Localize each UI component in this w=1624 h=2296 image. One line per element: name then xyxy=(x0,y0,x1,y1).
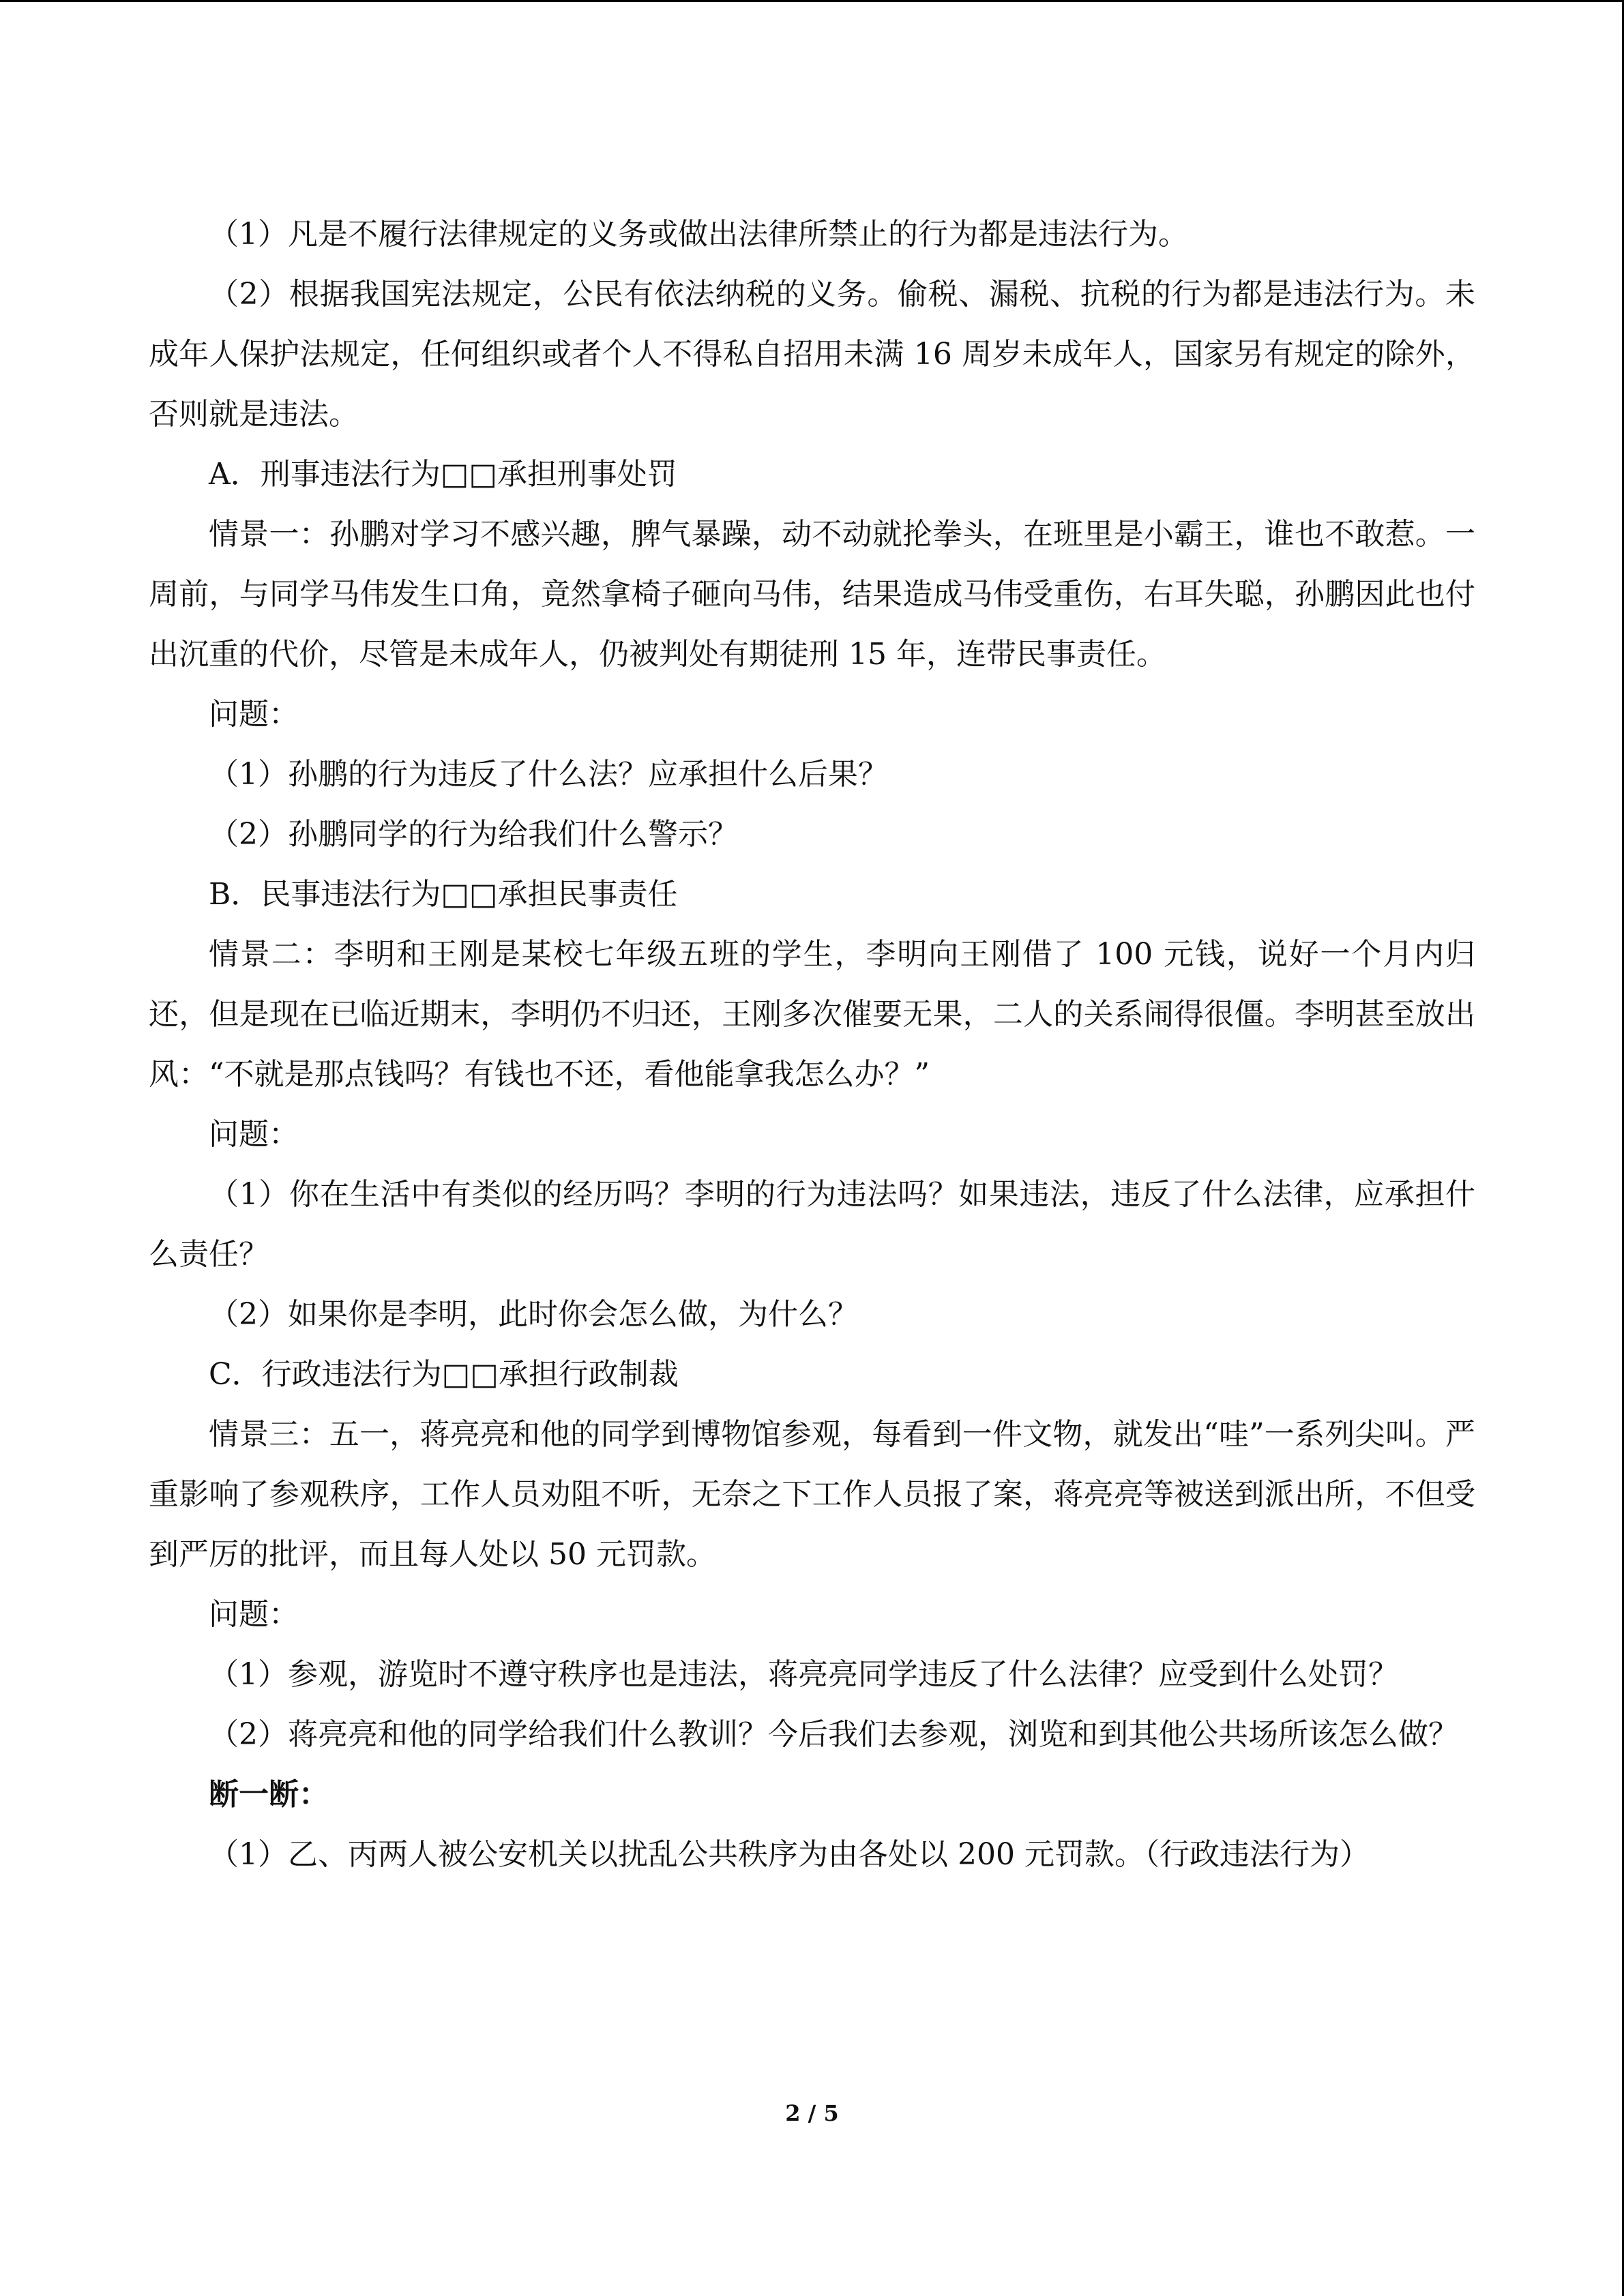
scenario-three-text: 情景三：五一，蒋亮亮和他的同学到博物馆参观，每看到一件文物，就发出“哇”一系列尖叫。严重影响了参观秩序，工作人员劝阻不听，无奈之下工作人员报了案，蒋亮亮等被送到派出所，不但受到严厉的批评，而且每人处以 50 元罚款。 xyxy=(149,1417,1475,1572)
page-number: 2 / 5 xyxy=(785,2100,839,2126)
document-body xyxy=(149,205,1475,1885)
question-label: 问题： xyxy=(209,1597,299,1632)
scenario-two-text: 情景二：李明和王刚是某校七年级五班的学生，李明向王刚借了 100 元钱，说好一个月内归还，但是现在已临近期末，李明仍不归还，王刚多次催要无果，二人的关系闹得很僵。李明甚至放出风：“不就是那点钱吗？有钱也不还，看他能拿我怎么办？” xyxy=(149,937,1475,1092)
question-item: （1）你在生活中有类似的经历吗？李明的行为违法吗？如果违法，违反了什么法律，应承担什么责任？ xyxy=(149,1177,1475,1272)
paragraph-definition-1: （1）凡是不履行法律规定的义务或做出法律所禁止的行为都是违法行为。 xyxy=(209,217,1188,252)
scenario-one-text: 情景一：孙鹏对学习不感兴趣，脾气暴躁，动不动就抡拳头，在班里是小霸王，谁也不敢惹。一周前，与同学马伟发生口角，竟然拿椅子砸向马伟，结果造成马伟受重伤，右耳失聪，孙鹏因此也付出沉重的代价，尽管是未成年人，仍被判处有期徒刑 15 年，连带民事责任。 xyxy=(149,517,1475,672)
question-item: （1）参观，游览时不遵守秩序也是违法，蒋亮亮同学违反了什么法律？应受到什么处罚？ xyxy=(209,1657,1398,1692)
top-border-line xyxy=(0,0,1624,2)
question-item: （1）孙鹏的行为违反了什么法？应承担什么后果？ xyxy=(209,757,888,792)
heading-criminal-violation: A．刑事违法行为□□承担刑事处罚 xyxy=(209,457,677,492)
question-item: （2）如果你是李明，此时你会怎么做，为什么？ xyxy=(209,1297,858,1332)
heading-civil-violation: B．民事违法行为□□承担民事责任 xyxy=(209,877,678,912)
question-label: 问题： xyxy=(209,697,299,732)
question-item: （2）孙鹏同学的行为给我们什么警示？ xyxy=(209,817,738,852)
paragraph-definition-2: （2）根据我国宪法规定，公民有依法纳税的义务。偷税、漏税、抗税的行为都是违法行为。未成年人保护法规定，任何组织或者个人不得私自招用未满 16 周岁未成年人，国家另有规定的除外，否则就是违法。 xyxy=(149,277,1475,432)
question-label: 问题： xyxy=(209,1117,299,1152)
question-item: （2）蒋亮亮和他的同学给我们什么教训？今后我们去参观，浏览和到其他公共场所该怎么做？ xyxy=(209,1717,1458,1752)
heading-administrative-violation: C．行政违法行为□□承担行政制裁 xyxy=(209,1357,679,1392)
judge-item: （1）乙、丙两人被公安机关以扰乱公共秩序为由各处以 200 元罚款。（行政违法行为） xyxy=(209,1837,1370,1872)
section-judge-heading: 断一断： xyxy=(209,1777,329,1812)
